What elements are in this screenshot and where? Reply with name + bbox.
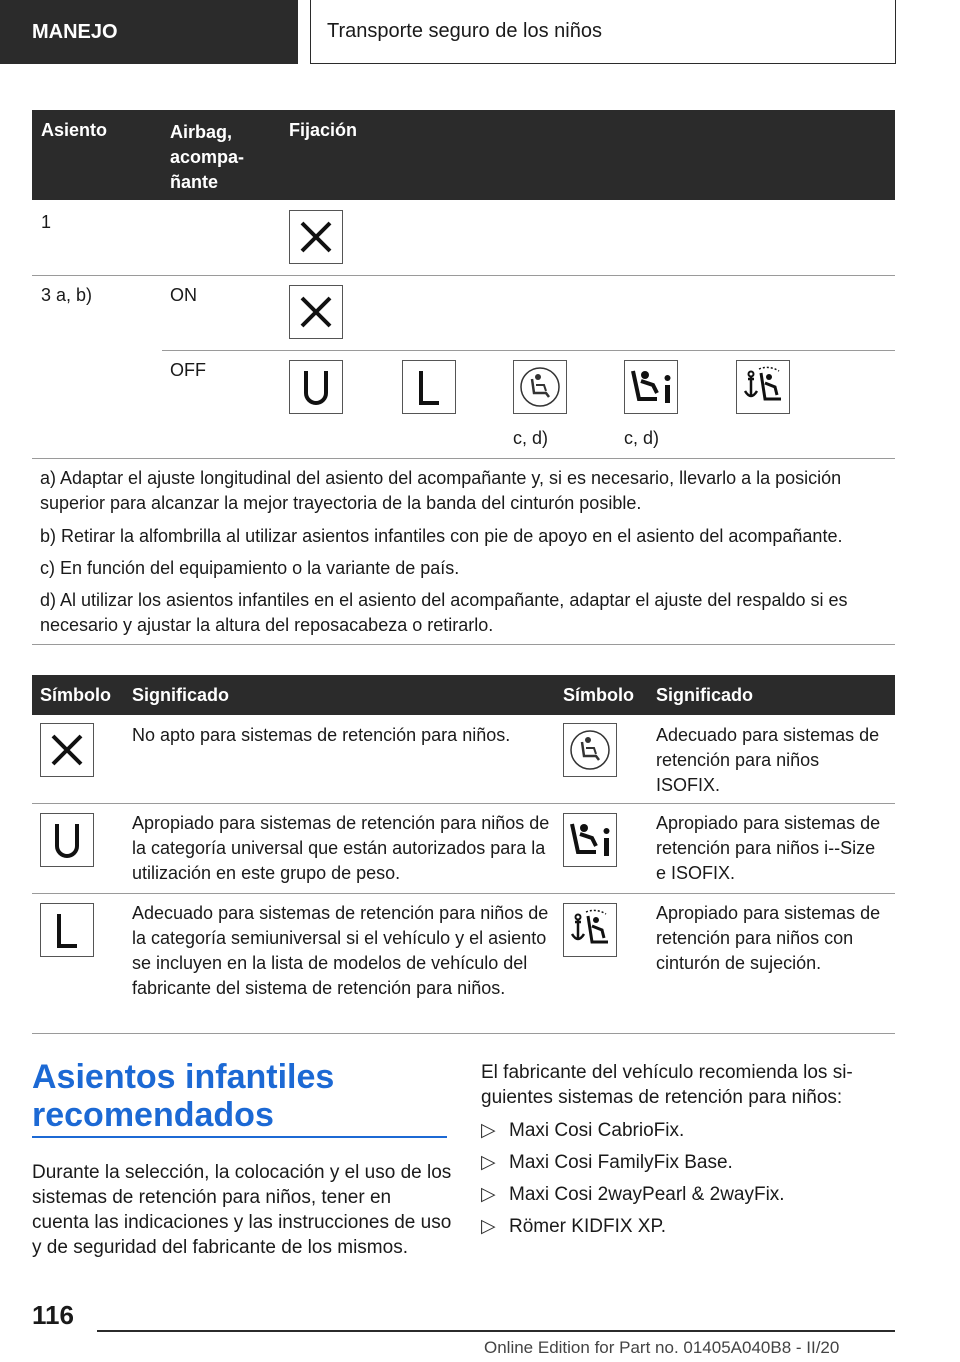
header-seat: Asiento <box>41 120 108 140</box>
header-symbol: Símbolo <box>563 685 634 705</box>
bullet-icon: ▷ <box>481 1120 496 1141</box>
l-icon <box>402 360 456 414</box>
meaning-text: Adecuado para sistemas de retención para niños ISOFIX. <box>656 725 880 795</box>
isofix-seat-icon <box>513 360 567 414</box>
u-icon <box>40 813 94 867</box>
bullet-icon: ▷ <box>481 1184 496 1205</box>
header-meaning: Significado <box>132 685 230 705</box>
seat-value: 1 <box>41 212 52 232</box>
footer-text: Online Edition for Part no. 01405A040B8 - II/20 <box>484 1338 840 1357</box>
meaning-text: Adecuado para sistemas de retención para niños de la categoría semiuniversal si el vehículo y el asiento se incluyen en la lista de modelos de vehículo del fabricante del sistema de retención para niños. <box>132 903 549 998</box>
list-item-label: Maxi Cosi CabrioFix. <box>509 1120 685 1141</box>
fixation-note: c, d) <box>624 428 660 448</box>
footnote-d: d) Al utilizar los asientos infantiles en el asiento del acompañante, adaptar el ajuste del respaldo si es necesario y ajustar la altura del reposacabeza o retirarlo. <box>40 590 848 635</box>
footer-rule <box>97 1330 895 1332</box>
airbag-value: ON <box>170 285 197 305</box>
table-row <box>32 893 895 1033</box>
l-icon <box>40 903 94 957</box>
bullet-icon: ▷ <box>481 1216 496 1237</box>
header-fixation: Fijación <box>289 120 358 140</box>
section-title: Asientos infantiles recomendados <box>32 1058 335 1134</box>
u-icon <box>289 360 343 414</box>
meaning-text: No apto para sistemas de retención para niños. <box>132 725 511 745</box>
symbol-table-header <box>32 675 895 715</box>
i-size-seat-icon <box>624 360 678 414</box>
fixation-table <box>32 110 895 650</box>
meaning-text: Apropiado para sistemas de retención para niños i--Size e ISOFIX. <box>656 813 881 883</box>
section-body: Durante la selección, la colocación y el uso de los sistemas de retención para niños, tener en cuenta las indicaciones y las instrucciones de uso y de seguridad del fabricante de los mismos. <box>32 1162 452 1258</box>
i-size-seat-icon <box>563 813 617 867</box>
list-item <box>481 1214 666 1239</box>
recommend-intro: El fabricante del vehículo recomienda los si-guientes sistemas de retención para niños: <box>481 1062 853 1108</box>
x-icon <box>40 723 94 777</box>
isofix-seat-icon <box>563 723 617 777</box>
footnote-a: a) Adaptar el ajuste longitudinal del asiento del acompañante y, si es necesario, llevarlo a la posición superior para alcanzar la mejor trayectoria de la banda del cinturón posible. <box>40 468 842 513</box>
anchor-seat-icon <box>736 360 790 414</box>
list-item-label: Maxi Cosi 2wayPearl & 2wayFix. <box>509 1184 785 1205</box>
section-label: MANEJO <box>32 20 118 43</box>
x-icon <box>289 285 343 339</box>
section-tab <box>0 0 298 64</box>
table-row <box>32 200 895 275</box>
seat-value: 3 a, b) <box>41 285 93 305</box>
table-row <box>32 803 895 893</box>
fixation-table-header <box>32 110 895 200</box>
anchor-seat-icon <box>563 903 617 957</box>
fixation-note: c, d) <box>513 428 549 448</box>
airbag-value: OFF <box>170 360 206 380</box>
bullet-icon: ▷ <box>481 1152 496 1173</box>
topic-tab <box>310 0 896 64</box>
header-symbol: Símbolo <box>40 685 111 705</box>
footnote-b: b) Retirar la alfombrilla al utilizar asientos infantiles con pie de apoyo en el asiento del acompañante. <box>40 526 843 546</box>
list-item-label: Römer KIDFIX XP. <box>509 1216 666 1237</box>
header-meaning: Significado <box>656 685 754 705</box>
topic-label: Transporte seguro de los niños <box>327 20 602 42</box>
meaning-text: Apropiado para sistemas de retención para niños de la categoría universal que están autorizados para la utilización en este grupo de peso. <box>132 813 550 883</box>
list-item <box>481 1150 733 1175</box>
title-underline <box>32 1136 447 1138</box>
list-item-label: Maxi Cosi FamilyFix Base. <box>509 1152 733 1173</box>
x-icon <box>289 210 343 264</box>
page-number: 116 <box>32 1300 74 1330</box>
table-row <box>32 715 895 803</box>
header-airbag: Airbag, acompa-ñante <box>170 122 245 192</box>
meaning-text: Apropiado para sistemas de retención para niños con cinturón de sujeción. <box>656 903 881 973</box>
symbol-table <box>32 675 895 1035</box>
footnote-c: c) En función del equipamiento o la variante de país. <box>40 558 460 578</box>
table-row <box>32 350 895 458</box>
list-item <box>481 1118 684 1143</box>
list-item <box>481 1182 785 1207</box>
table-row <box>32 275 895 350</box>
